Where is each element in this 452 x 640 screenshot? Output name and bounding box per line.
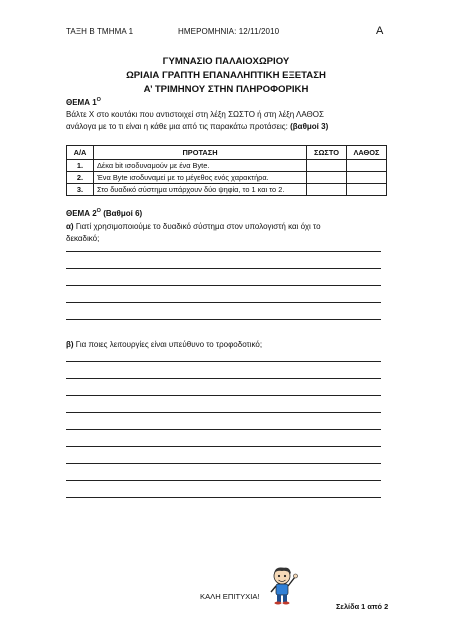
question-a-line2: δεκαδικό; — [66, 234, 100, 243]
theme2-sup: Ο — [96, 208, 101, 214]
answer-line-a4[interactable] — [66, 302, 381, 303]
header-aa: Α/Α — [67, 146, 94, 160]
theme1-instructions-text: ανάλογα με το τι είναι η κάθε μια από τις παρακάτω προτάσεις: — [66, 122, 288, 131]
theme1-sup: Ο — [96, 97, 101, 103]
row-statement: Δέκα bit ισοδυναμούν με ένα Byte. — [94, 160, 307, 172]
header-version: Α — [376, 25, 384, 37]
table-row — [67, 160, 387, 172]
theme2-points: (Βαθμοί 6) — [103, 209, 143, 218]
table-header-row — [67, 146, 387, 160]
false-checkbox[interactable] — [347, 172, 387, 184]
theme1-instructions-1: Βάλτε Χ στο κουτάκι που αντιστοιχεί στη λέξη ΣΩΣΤΟ ή στη λέξη ΛΑΘΟΣ — [66, 110, 324, 119]
question-a-letter: α) — [66, 222, 74, 231]
table-row — [67, 172, 387, 184]
theme1-label: ΘΕΜΑ 1 — [66, 98, 97, 107]
question-a-line1 — [66, 221, 321, 233]
header-class: ΤΑΞΗ Β ΤΜΗΜΑ 1 — [66, 27, 134, 36]
question-b-letter: β) — [66, 340, 74, 349]
answer-line-a5[interactable] — [66, 319, 381, 320]
exam-title: ΩΡΙΑΙΑ ΓΡΑΠΤΗ ΕΠΑΝΑΛΗΠΤΙΚΗ ΕΞΕΤΑΣΗ — [126, 70, 326, 81]
answer-line-b2[interactable] — [66, 378, 381, 379]
subject-title: Α’ ΤΡΙΜΗΝΟΥ ΣΤΗΝ ΠΛΗΡΟΦΟΡΙΚΗ — [143, 84, 309, 95]
good-luck-text: ΚΑΛΗ ΕΠΙΤΥΧΙΑ! — [200, 592, 260, 601]
school-title: ΓΥΜΝΑΣΙΟ ΠΑΛΑΙΟΧΩΡΙΟΥ — [162, 56, 290, 67]
true-checkbox[interactable] — [307, 184, 347, 196]
answer-line-b7[interactable] — [66, 463, 381, 464]
table-row — [67, 184, 387, 196]
false-checkbox[interactable] — [347, 184, 387, 196]
page-number: Σελίδα 1 από 2 — [336, 602, 389, 611]
answer-line-a2[interactable] — [66, 268, 381, 269]
true-checkbox[interactable] — [307, 172, 347, 184]
header-date: ΗΜΕΡΟΜΗΝΙΑ: 12/11/2010 — [178, 27, 280, 36]
answer-line-a3[interactable] — [66, 285, 381, 286]
true-checkbox[interactable] — [307, 160, 347, 172]
theme2-heading — [66, 206, 142, 220]
theme1-heading — [66, 95, 101, 109]
header-false: ΛΑΘΟΣ — [347, 146, 387, 160]
answer-line-b8[interactable] — [66, 480, 381, 481]
header-statement: ΠΡΟΤΑΣΗ — [94, 146, 307, 160]
theme1-instructions-2 — [66, 121, 328, 133]
answer-line-b6[interactable] — [66, 446, 381, 447]
answer-line-b3[interactable] — [66, 395, 381, 396]
row-statement: Ένα Byte ισοδυναμεί με το μέγεθος ενός χαρακτήρα. — [94, 172, 307, 184]
false-checkbox[interactable] — [347, 160, 387, 172]
question-a-text: Γιατί χρησιμοποιούμε το δυαδικό σύστημα στον υπολογιστή και όχι το — [75, 222, 321, 231]
theme1-points: (βαθμοί 3) — [290, 122, 329, 131]
answer-line-b1[interactable] — [66, 361, 381, 362]
row-number: 2. — [67, 172, 94, 184]
row-statement: Στο δυαδικό σύστημα υπάρχουν δύο ψηφία, το 1 και το 2. — [94, 184, 307, 196]
question-b-text: Για ποιες λειτουργίες είναι υπεύθυνο το τροφοδοτικό; — [75, 340, 263, 349]
row-number: 3. — [67, 184, 94, 196]
theme2-label: ΘΕΜΑ 2 — [66, 209, 97, 218]
answer-line-b5[interactable] — [66, 429, 381, 430]
answer-line-a1[interactable] — [66, 251, 381, 252]
true-false-table — [66, 145, 387, 196]
header-true: ΣΩΣΤΟ — [307, 146, 347, 160]
question-b — [66, 339, 262, 351]
row-number: 1. — [67, 160, 94, 172]
kid-mascot-icon — [266, 565, 300, 605]
answer-line-b4[interactable] — [66, 412, 381, 413]
answer-line-b9[interactable] — [66, 497, 381, 498]
